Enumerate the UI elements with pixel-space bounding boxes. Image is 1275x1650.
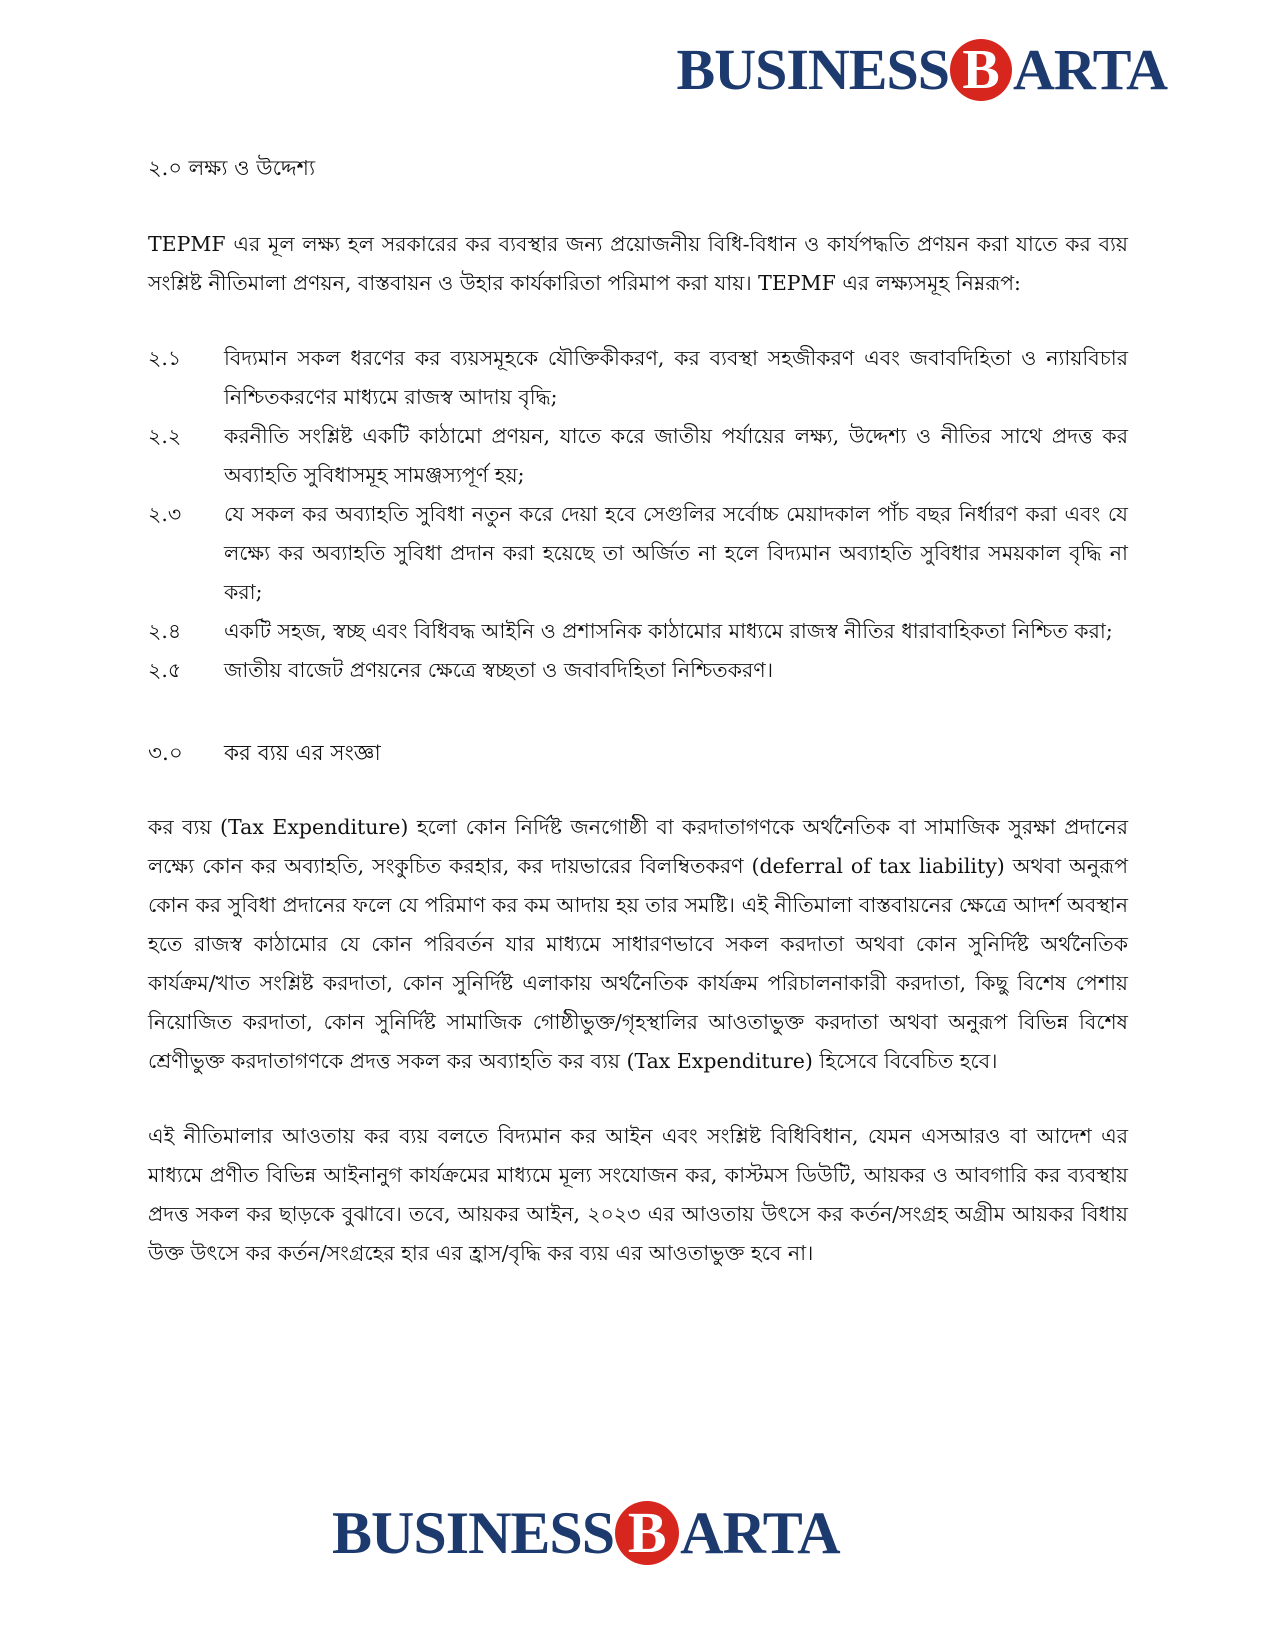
section-3-heading bbox=[148, 734, 1128, 774]
list-item bbox=[148, 612, 1128, 651]
list-item bbox=[148, 417, 1128, 495]
list-item bbox=[148, 339, 1128, 417]
item-text: একটি সহজ, স্বচ্ছ এবং বিধিবদ্ধ আইনি ও প্রশাসনিক কাঠামোর মাধ্যমে রাজস্ব নীতির ধারাবাহিকতা নিশ্চিত করা; bbox=[224, 619, 1113, 643]
logo-text-business: BUSINESS bbox=[332, 1500, 615, 1566]
logo-b-badge: B bbox=[950, 39, 1012, 101]
section-2-intro: TEPMF এর মূল লক্ষ্য হল সরকারের কর ব্যবস্থার জন্য প্রয়োজনীয় বিধি-বিধান ও কার্যপদ্ধতি প্রণয়ন করা যাতে কর ব্যয় সংশ্লিষ্ট নীতিমালা প্রণয়ন, বাস্তবায়ন ও উহার কার্যকারিতা পরিমাপ করা যায়। TEPMF এর লক্ষ্যসমূহ নিম্নরূপ: bbox=[148, 232, 1128, 295]
section-3-number: ৩.০ bbox=[148, 741, 183, 766]
item-text: করনীতি সংশ্লিষ্ট একটি কাঠামো প্রণয়ন, যাতে করে জাতীয় পর্যায়ের লক্ষ্য, উদ্দেশ্য ও নীতির সাথে প্রদত্ত কর অব্যাহতি সুবিধাসমূহ সামঞ্জস্যপূর্ণ হয়; bbox=[224, 424, 1128, 487]
objectives-list bbox=[148, 339, 1128, 690]
item-text: বিদ্যমান সকল ধরণের কর ব্যয়সমূহকে যৌক্তিকীকরণ, কর ব্যবস্থা সহজীকরণ এবং জবাবদিহিতা ও ন্যায়বিচার নিশ্চিতকরণের মাধ্যমে রাজস্ব আদায় বৃদ্ধি; bbox=[224, 346, 1128, 409]
list-item bbox=[148, 651, 1128, 690]
item-number: ২.৩ bbox=[148, 502, 182, 526]
logo-text-arta: ARTA bbox=[1013, 37, 1167, 102]
business-barta-logo-bottom bbox=[332, 1500, 840, 1566]
list-item bbox=[148, 495, 1128, 612]
section-3-title: কর ব্যয় এর সংজ্ঞা bbox=[224, 741, 381, 766]
logo-text-business: BUSINESS bbox=[676, 37, 949, 102]
business-barta-logo-top bbox=[677, 38, 1167, 102]
item-text: জাতীয় বাজেট প্রণয়নের ক্ষেত্রে স্বচ্ছতা ও জবাবদিহিতা নিশ্চিতকরণ। bbox=[224, 658, 774, 682]
section-3-paragraph-1: কর ব্যয় (Tax Expenditure) হলো কোন নির্দিষ্ট জনগোষ্ঠী বা করদাতাগণকে অর্থনৈতিক বা সামাজিক সুরক্ষা প্রদানের লক্ষ্যে কোন কর অব্যাহতি, সংকুচিত করহার, কর দায়ভারের বিলম্বিতকরণ (deferral of tax liability) অথবা অনুরূপ কোন কর সুবিধা প্রদানের ফলে যে পরিমাণ কর কম আদায় হয় তার সমষ্টি। এই নীতিমালা বাস্তবায়নের ক্ষেত্রে আদর্শ অবস্থান হতে রাজস্ব কাঠামোর যে কোন পরিবর্তন যার মাধ্যমে সাধারণভাবে সকল করদাতা অথবা কোন সুনির্দিষ্ট অর্থনৈতিক কার্যক্রম/খাত সংশ্লিষ্ট করদাতা, কোন সুনির্দিষ্ট এলাকায় অর্থনৈতিক কার্যক্রম পরিচালনাকারী করদাতা, কিছু বিশেষ পেশায় নিয়োজিত করদাতা, কোন সুনির্দিষ্ট সামাজিক গোষ্ঠীভুক্ত/গৃহস্থালির আওতাভুক্ত করদাতা অথবা অনুরূপ বিভিন্ন বিশেষ শ্রেণীভুক্ত করদাতাগণকে প্রদত্ত সকল কর অব্যাহতি কর ব্যয় (Tax Expenditure) হিসেবে বিবেচিত হবে। bbox=[148, 815, 1128, 1073]
logo-text-arta: ARTA bbox=[680, 1500, 840, 1566]
item-text: যে সকল কর অব্যাহতি সুবিধা নতুন করে দেয়া হবে সেগুলির সর্বোচ্চ মেয়াদকাল পাঁচ বছর নির্ধারণ করা এবং যে লক্ষ্যে কর অব্যাহতি সুবিধা প্রদান করা হয়েছে তা অর্জিত না হলে বিদ্যমান অব্যাহতি সুবিধার সময়কাল বৃদ্ধি না করা; bbox=[224, 502, 1128, 604]
item-number: ২.২ bbox=[148, 424, 182, 448]
item-number: ২.১ bbox=[148, 346, 182, 370]
section-3-paragraph-2: এই নীতিমালার আওতায় কর ব্যয় বলতে বিদ্যমান কর আইন এবং সংশ্লিষ্ট বিধিবিধান, যেমন এসআরও বা আদেশ এর মাধ্যমে প্রণীত বিভিন্ন আইনানুগ কার্যক্রমের মাধ্যমে মূল্য সংযোজন কর, কাস্টমস ডিউটি, আয়কর ও আবগারি কর ব্যবস্থায় প্রদত্ত সকল কর ছাড়কে বুঝাবে। তবে, আয়কর আইন, ২০২৩ এর আওতায় উৎসে কর কর্তন/সংগ্রহ অগ্রীম আয়কর বিধায় উক্ত উৎসে কর কর্তন/সংগ্রহের হার এর হ্রাস/বৃদ্ধি কর ব্যয় এর আওতাভুক্ত হবে না। bbox=[148, 1124, 1128, 1265]
item-number: ২.৪ bbox=[148, 619, 182, 643]
section-2-heading: ২.০ লক্ষ্য ও উদ্দেশ্য bbox=[148, 156, 316, 180]
document-body bbox=[148, 148, 1128, 1273]
item-number: ২.৫ bbox=[148, 658, 182, 682]
logo-b-badge: B bbox=[615, 1501, 679, 1565]
